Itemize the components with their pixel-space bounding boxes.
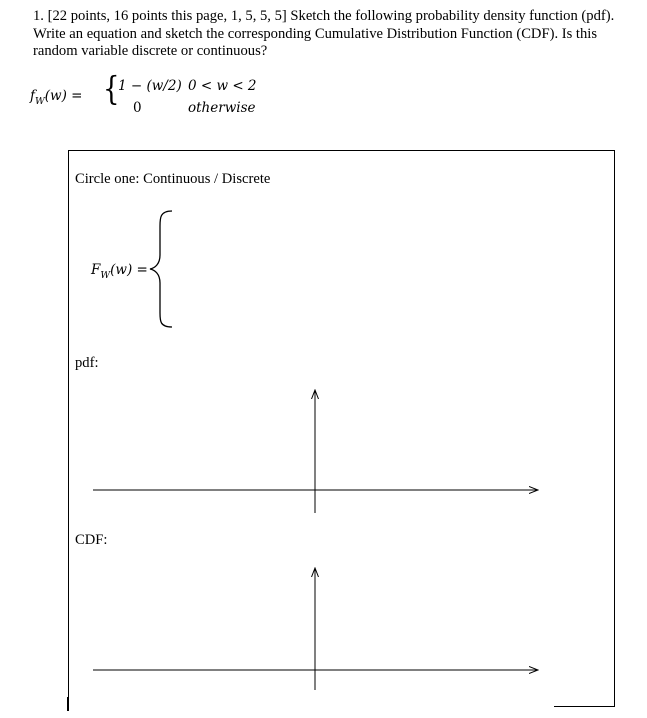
case2-condition: otherwise [188, 100, 256, 116]
pdf-symbol: f [30, 88, 35, 104]
pdf-subscript: W [35, 96, 45, 107]
piecewise-brace: { [103, 70, 120, 108]
problem-statement: 1. [22 points, 16 points this page, 1, 5, 5, 5] Sketch the following probability density function (pdf). Write an equation and sketch the corresponding Cumulative Distribution Function (CDF). Is this random variable discrete or continuous? [33, 8, 615, 60]
cdf-argument: (w) = [110, 262, 148, 278]
cdf-subscript: W [100, 270, 111, 281]
pdf-argument: (w) = [44, 88, 83, 104]
case1-expression: 1 − (w/2) [118, 78, 182, 94]
cdf-label: CDF: [75, 532, 108, 548]
case2-expression: 0 [133, 100, 142, 116]
circle-one-prompt: Circle one: Continuous / Discrete [75, 171, 271, 187]
cdf-brace [150, 211, 172, 327]
cdf-symbol: F [91, 262, 101, 278]
pdf-label: pdf: [75, 355, 99, 371]
case1-condition: 0 < w < 2 [188, 78, 257, 94]
